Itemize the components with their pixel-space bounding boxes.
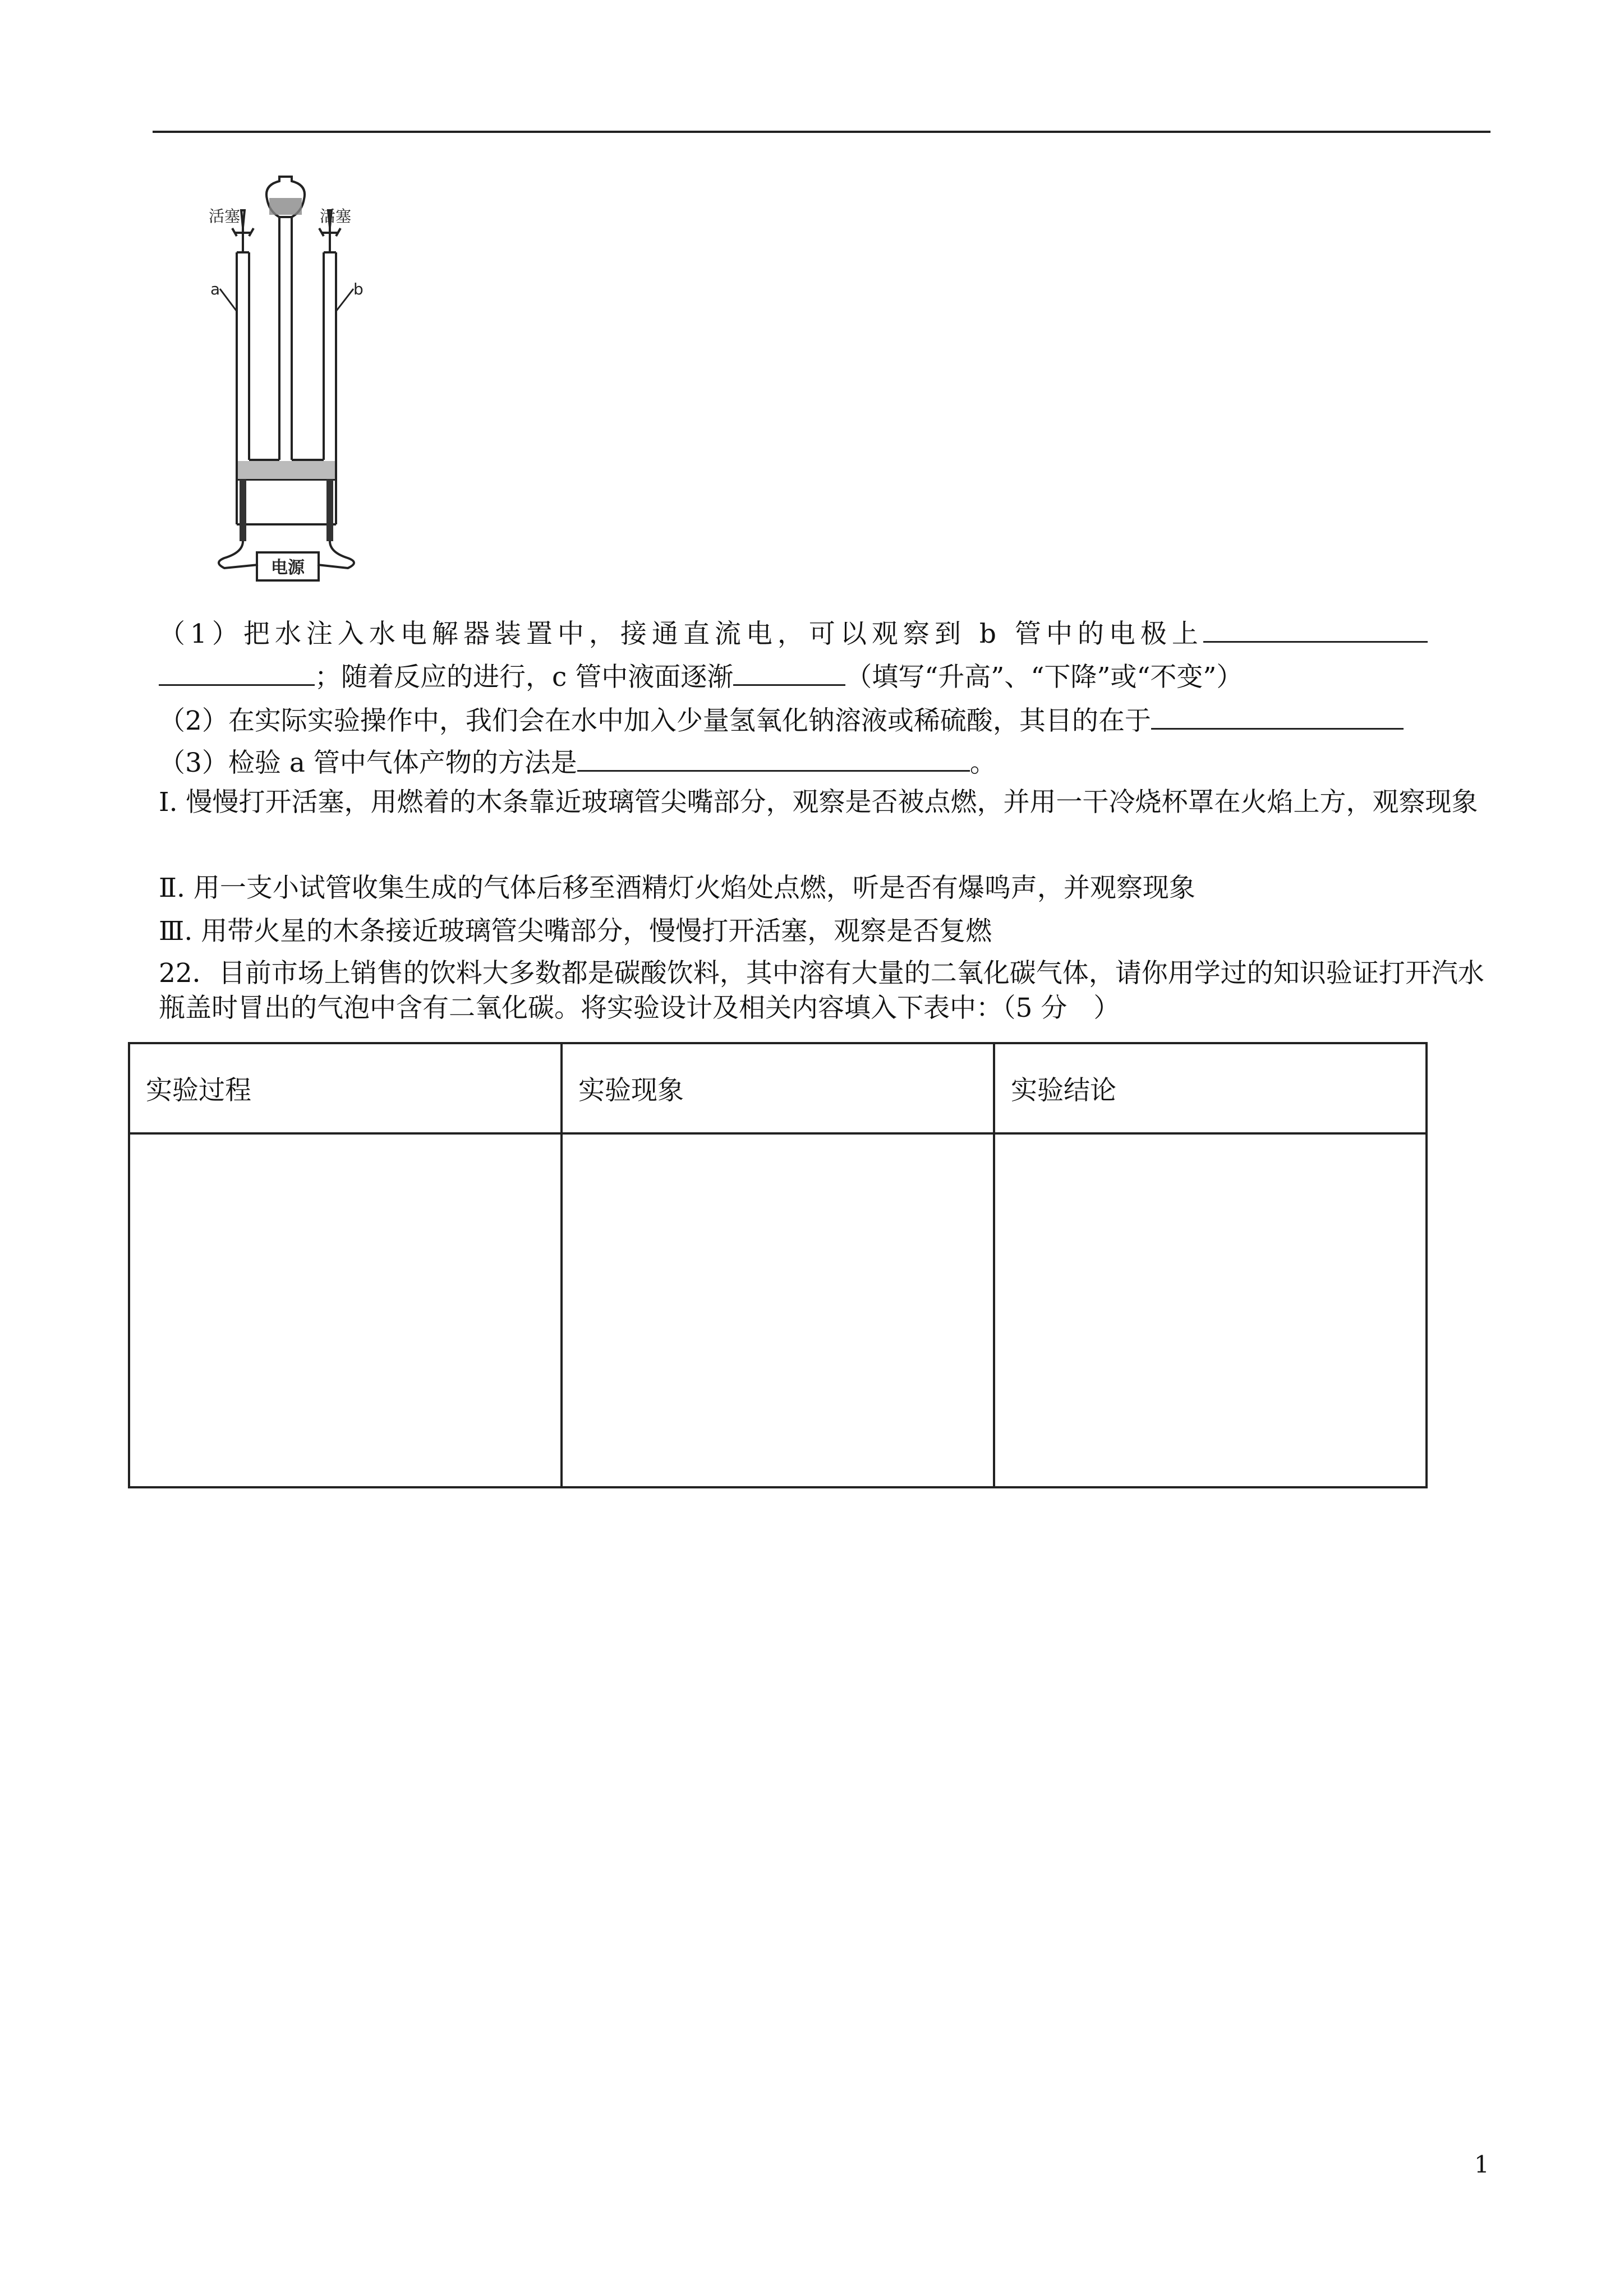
experiment-table — [128, 1042, 1428, 1488]
question-3-line — [159, 743, 1488, 781]
tube-b-pointer — [336, 289, 353, 311]
header-process: 实验过程 — [129, 1043, 562, 1133]
option-1: Ⅰ. 慢慢打开活塞，用燃着的木条靠近玻璃管尖嘴部分，观察是否被点燃，并用一干冷烧杯罩在火焰上方，观察现象 — [159, 787, 1478, 818]
header-conclusion: 实验结论 — [994, 1043, 1427, 1133]
question-1-text-1: （1）把水注入水电解器装置中，接通直流电，可以观察到 b 管中的电极上 — [159, 619, 1203, 649]
bottom-liquid — [238, 461, 335, 479]
answer-cell-process[interactable] — [129, 1133, 562, 1487]
answer-cell-conclusion[interactable] — [994, 1133, 1427, 1487]
answer-blank-liquid-level[interactable] — [733, 657, 845, 686]
table-answer-row — [129, 1133, 1427, 1487]
question-2-text: （2）在实际实验操作中，我们会在水中加入少量氢氧化钠溶液或稀硫酸，其目的在于 — [159, 706, 1151, 736]
middle-tube — [279, 217, 292, 460]
answer-blank-electrode[interactable] — [1203, 614, 1428, 643]
left-electrode — [240, 480, 246, 541]
question-1-line-2 — [159, 657, 1488, 695]
stopcock-left-label: 活塞 — [209, 207, 241, 225]
electrolysis-apparatus-figure — [208, 165, 376, 583]
header-rule — [153, 131, 1490, 133]
answer-blank-purpose[interactable] — [1151, 701, 1404, 730]
answer-cell-phenomenon[interactable] — [562, 1133, 994, 1487]
answer-blank-test-method[interactable] — [577, 743, 970, 772]
question-22: 22．目前市场上销售的饮料大多数都是碳酸饮料，其中溶有大量的二氧化碳气体，请你用学过的知识验证打开汽水瓶盖时冒出的气泡中含有二氧化碳。将实验设计及相关内容填入下表中：（5 分 ） — [159, 958, 1484, 1023]
option-3: Ⅲ. 用带火星的木条接近玻璃管尖嘴部分，慢慢打开活塞，观察是否复燃 — [159, 916, 992, 947]
tube-b-label: b — [353, 280, 364, 298]
table-header-row — [129, 1043, 1427, 1133]
power-supply-label: 电源 — [271, 558, 305, 578]
question-1-text-2: ；随着反应的进行，c 管中液面逐渐 — [315, 662, 734, 693]
right-electrode — [326, 480, 333, 541]
tube-a-label: a — [210, 280, 220, 298]
reservoir-liquid — [269, 198, 302, 215]
answer-blank-electrode-cont[interactable] — [159, 657, 315, 686]
page-number: 1 — [1474, 2151, 1489, 2178]
tube-a-pointer — [220, 289, 237, 311]
stopcock-right-label: 活塞 — [320, 207, 352, 225]
question-1-text-3: （填写“升高”、“下降”或“不变”） — [845, 662, 1243, 693]
question-1-line-1 — [159, 614, 1488, 652]
option-2: Ⅱ. 用一支小试管收集生成的气体后移至酒精灯火焰处点燃，听是否有爆鸣声，并观察现象 — [159, 873, 1195, 903]
question-3-text: （3）检验 a 管中气体产物的方法是 — [159, 748, 577, 778]
header-phenomenon: 实验现象 — [562, 1043, 994, 1133]
question-3-end: 。 — [969, 748, 996, 778]
question-2-line — [159, 701, 1488, 739]
